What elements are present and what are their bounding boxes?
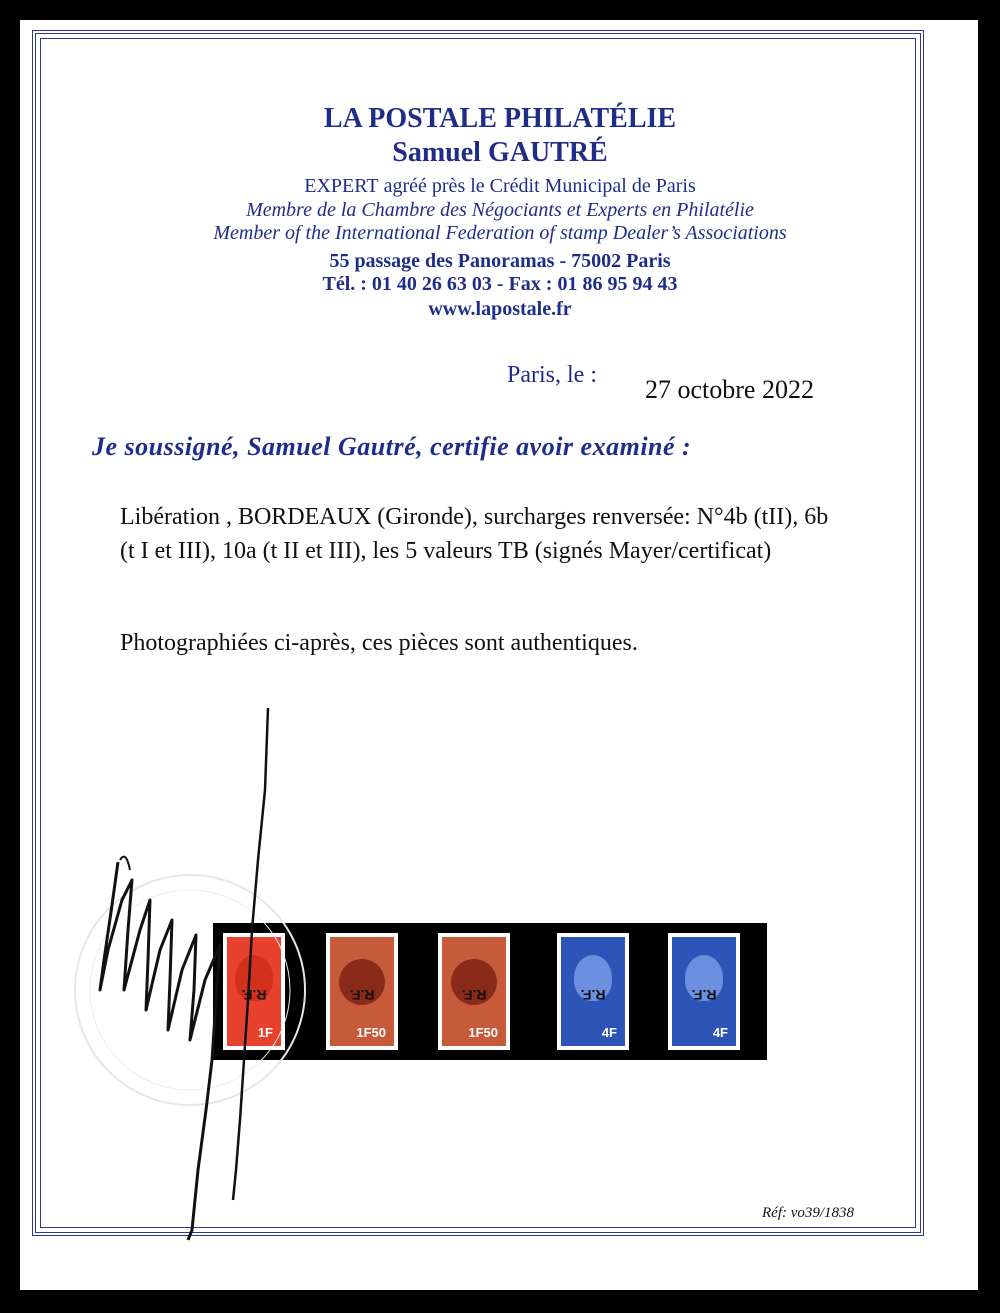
stamp-overprint: R.F.	[580, 987, 606, 1003]
stamp-5	[668, 933, 740, 1050]
stamp-4	[557, 933, 629, 1050]
stamp-overprint: R.F.	[691, 987, 717, 1003]
stamp-1	[223, 933, 285, 1050]
stamp-overprint: R.F.	[461, 987, 487, 1003]
certify-statement: Je soussigné, Samuel Gautré, certifie avoir examiné :	[92, 432, 692, 461]
expert-line: agréé près le Crédit Municipal de Paris	[378, 175, 696, 197]
stamp-overprint: R.F.	[349, 987, 375, 1003]
stamp-3	[438, 933, 510, 1050]
item-description: Libération , BORDEAUX (Gironde), surcharges renversée: N°4b (tII), 6b (t I et III), 10a (t II et III), les 5 valeurs TB (signés Mayer/certificat)	[120, 504, 829, 564]
certificate-date: 27 octobre 2022	[645, 375, 814, 404]
stamp-value: 4F	[712, 1025, 728, 1040]
reference-number: Réf: vo39/1838	[762, 1205, 855, 1221]
expert-prefix: EXPERT	[304, 175, 379, 197]
address: 55 passage des Panoramas - 75002 Paris	[329, 250, 671, 272]
stamps-photo	[213, 923, 767, 1060]
stamp-value: 1F50	[468, 1025, 498, 1040]
stamp-overprint: R.F.	[241, 987, 267, 1003]
expert-accreditation	[0, 175, 1000, 198]
expert-name: Samuel GAUTRÉ	[392, 137, 608, 168]
stamp-value: 1F	[257, 1025, 273, 1040]
place-label: Paris, le :	[507, 362, 597, 388]
authenticity-statement: Photographiées ci-après, ces pièces sont authentiques.	[120, 630, 638, 656]
stamp-2	[326, 933, 398, 1050]
website: www.lapostale.fr	[428, 298, 572, 320]
company-name: LA POSTALE PHILATÉLIE	[323, 103, 677, 134]
stamp-value: 1F50	[356, 1025, 386, 1040]
membership-fr: Membre de la Chambre des Négociants et Experts en Philatélie	[246, 199, 754, 221]
membership-en: Member of the International Federation of stamp Dealer’s Associations	[213, 222, 787, 244]
stamp-value: 4F	[601, 1025, 617, 1040]
contact-line: Tél. : 01 40 26 63 03 - Fax : 01 86 95 94 43	[322, 273, 678, 295]
